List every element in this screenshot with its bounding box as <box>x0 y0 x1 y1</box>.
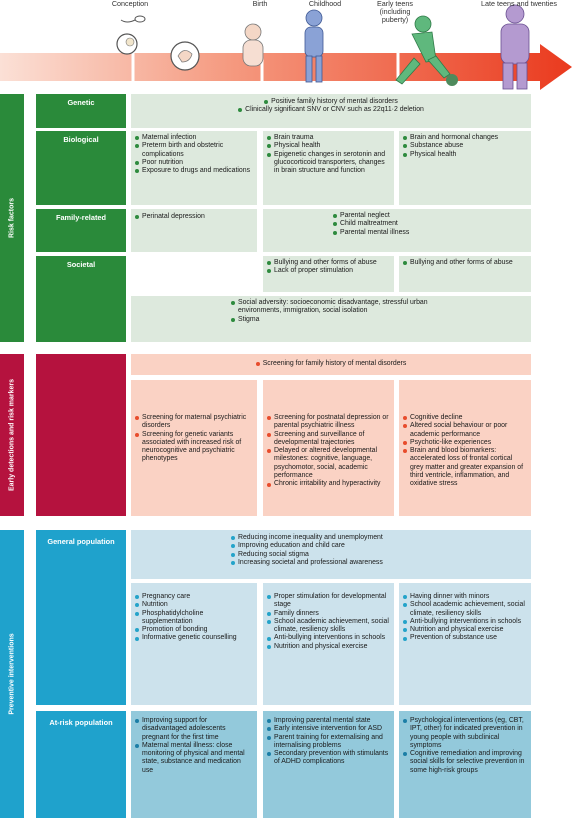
list-item: Altered social behaviour or poor academic performance <box>403 422 527 439</box>
societal-all-box <box>131 296 531 342</box>
category-genetic: Genetic <box>36 94 126 128</box>
list-item: Prevention of substance use <box>403 634 527 642</box>
list-item: Physical health <box>267 142 390 150</box>
list-item: Reducing social stigma <box>231 551 527 559</box>
list-item: School academic achievement, social climate, resiliency skills <box>267 618 390 635</box>
list-item: Social adversity: socioeconomic disadvantage, stressful urban environments, immigration, social isolation <box>231 299 461 316</box>
list-item: Bullying and other forms of abuse <box>403 259 527 267</box>
list-item: Parent training for externalising and internalising problems <box>267 734 390 751</box>
family-prenatal-box <box>131 209 257 252</box>
list-item: Informative genetic counselling <box>135 634 253 642</box>
category-family: Family-related <box>36 209 126 252</box>
genetic-box <box>131 94 531 128</box>
category-societal: Societal <box>36 256 126 342</box>
section-risk-factors: Risk factors <box>0 94 24 342</box>
stage-birth: Birth <box>252 0 268 8</box>
prevention-general-all-box <box>131 530 531 579</box>
list-item: Psychotic-like experiences <box>403 439 527 447</box>
prevention-risk-childhood-box <box>263 711 394 818</box>
category-general-population: General population <box>36 530 126 705</box>
list-item: Parental neglect <box>333 212 527 220</box>
list-item: Cognitive decline <box>403 414 527 422</box>
list-item: Screening for postnatal depression or parental psychiatric illness <box>267 414 390 431</box>
stage-late-teens: Late teens and twenties <box>481 0 557 8</box>
list-item: Nutrition and physical exercise <box>403 626 527 634</box>
sperm-icon <box>121 16 145 22</box>
stage-childhood: Childhood <box>308 0 342 8</box>
list-item: Brain and hormonal changes <box>403 134 527 142</box>
stage-early-teens: Early teens (including puberty) <box>377 0 413 24</box>
detection-category-bar <box>36 354 126 516</box>
family-childhood-box <box>263 209 531 252</box>
societal-childhood-box <box>263 256 394 292</box>
detection-all-box <box>131 354 531 375</box>
category-at-risk-population: At-risk population <box>36 711 126 818</box>
biological-prenatal-box <box>131 131 257 205</box>
list-item: Clinically significant SNV or CNV such as 22q11·2 deletion <box>238 106 424 114</box>
list-item: Anti-bullying interventions in schools <box>267 634 390 642</box>
list-item: Proper stimulation for developmental stage <box>267 593 390 610</box>
list-item: Screening and surveillance of developmental trajectories <box>267 431 390 448</box>
list-item: Brain trauma <box>267 134 390 142</box>
prevention-general-teens-box <box>399 583 531 705</box>
list-item: Early intensive intervention for ASD <box>267 725 390 733</box>
list-item: Nutrition <box>135 601 253 609</box>
timeline-graphic <box>0 0 574 90</box>
list-item: Lack of proper stimulation <box>267 267 390 275</box>
detection-teens-box <box>399 380 531 516</box>
list-item: Psychological interventions (eg, CBT, IPT, other) for indicated prevention in young people with subclinical symptoms <box>403 717 527 750</box>
list-item: Maternal mental illness: close monitoring of physical and mental state, substance and medication use <box>135 742 253 775</box>
list-item: Chronic irritability and hyperactivity <box>267 480 390 488</box>
list-item: Screening for genetic variants associated with increased risk of neurocognitive and psychiatric phenotypes <box>135 431 253 464</box>
list-item: School academic achievement, social climate, resiliency skills <box>403 601 527 618</box>
list-item: Having dinner with minors <box>403 593 527 601</box>
list-item: Poor nutrition <box>135 159 253 167</box>
section-preventive: Preventive interventions <box>0 530 24 818</box>
list-item: Preterm birth and obstetric complications <box>135 142 253 159</box>
list-item: Secondary prevention with stimulants of ADHD complications <box>267 750 390 767</box>
list-item: Physical health <box>403 151 527 159</box>
list-item: Phosphatidylcholine supplementation <box>135 610 253 627</box>
list-item: Improving parental mental state <box>267 717 390 725</box>
list-item: Screening for maternal psychiatric disorders <box>135 414 253 431</box>
list-item: Stigma <box>231 316 461 324</box>
biological-teens-box <box>399 131 531 205</box>
list-item: Nutrition and physical exercise <box>267 643 390 651</box>
list-item: Family dinners <box>267 610 390 618</box>
list-item: Improving education and child care <box>231 542 527 550</box>
list-item: Maternal infection <box>135 134 253 142</box>
fetus-icon <box>171 42 199 70</box>
list-item: Substance abuse <box>403 142 527 150</box>
baby-icon <box>243 24 263 66</box>
list-item: Bullying and other forms of abuse <box>267 259 390 267</box>
prevention-general-prenatal-box <box>131 583 257 705</box>
list-item: Pregnancy care <box>135 593 253 601</box>
list-item: Brain and blood biomarkers: accelerated loss of frontal cortical grey matter and greater expansion of third ventricle, inflammation, and oxidative stress <box>403 447 527 488</box>
list-item: Improving support for disadvantaged adolescents pregnant for the first time <box>135 717 253 742</box>
societal-teens-box <box>399 256 531 292</box>
list-item: Delayed or altered developmental milestones: cognitive, language, psychomotor, social, academic performance <box>267 447 390 480</box>
prevention-risk-prenatal-box <box>131 711 257 818</box>
list-item: Perinatal depression <box>135 213 253 221</box>
list-item: Reducing income inequality and unemployment <box>231 534 527 542</box>
prevention-risk-teens-box <box>399 711 531 818</box>
category-biological: Biological <box>36 131 126 205</box>
prevention-general-childhood-box <box>263 583 394 705</box>
section-early-detection: Early detections and risk markers <box>0 354 24 516</box>
list-item: Child maltreatment <box>333 220 527 228</box>
biological-childhood-box <box>263 131 394 205</box>
list-item: Increasing societal and professional awareness <box>231 559 527 567</box>
list-item: Screening for family history of mental disorders <box>256 360 407 368</box>
detection-prenatal-box <box>131 380 257 516</box>
detection-childhood-box <box>263 380 394 516</box>
list-item: Epigenetic changes in serotonin and glucocorticoid transporters, changes in brain structure and function <box>267 151 390 176</box>
stage-conception: Conception <box>111 0 149 8</box>
timeline-arrow <box>0 44 572 90</box>
list-item: Cognitive remediation and improving social skills for selective prevention in some high-risk groups <box>403 750 527 775</box>
list-item: Promotion of bonding <box>135 626 253 634</box>
list-item: Parental mental illness <box>333 229 527 237</box>
list-item: Positive family history of mental disorders <box>264 98 398 106</box>
list-item: Exposure to drugs and medications <box>135 167 253 175</box>
egg-icon <box>117 34 137 54</box>
list-item: Anti-bullying interventions in schools <box>403 618 527 626</box>
